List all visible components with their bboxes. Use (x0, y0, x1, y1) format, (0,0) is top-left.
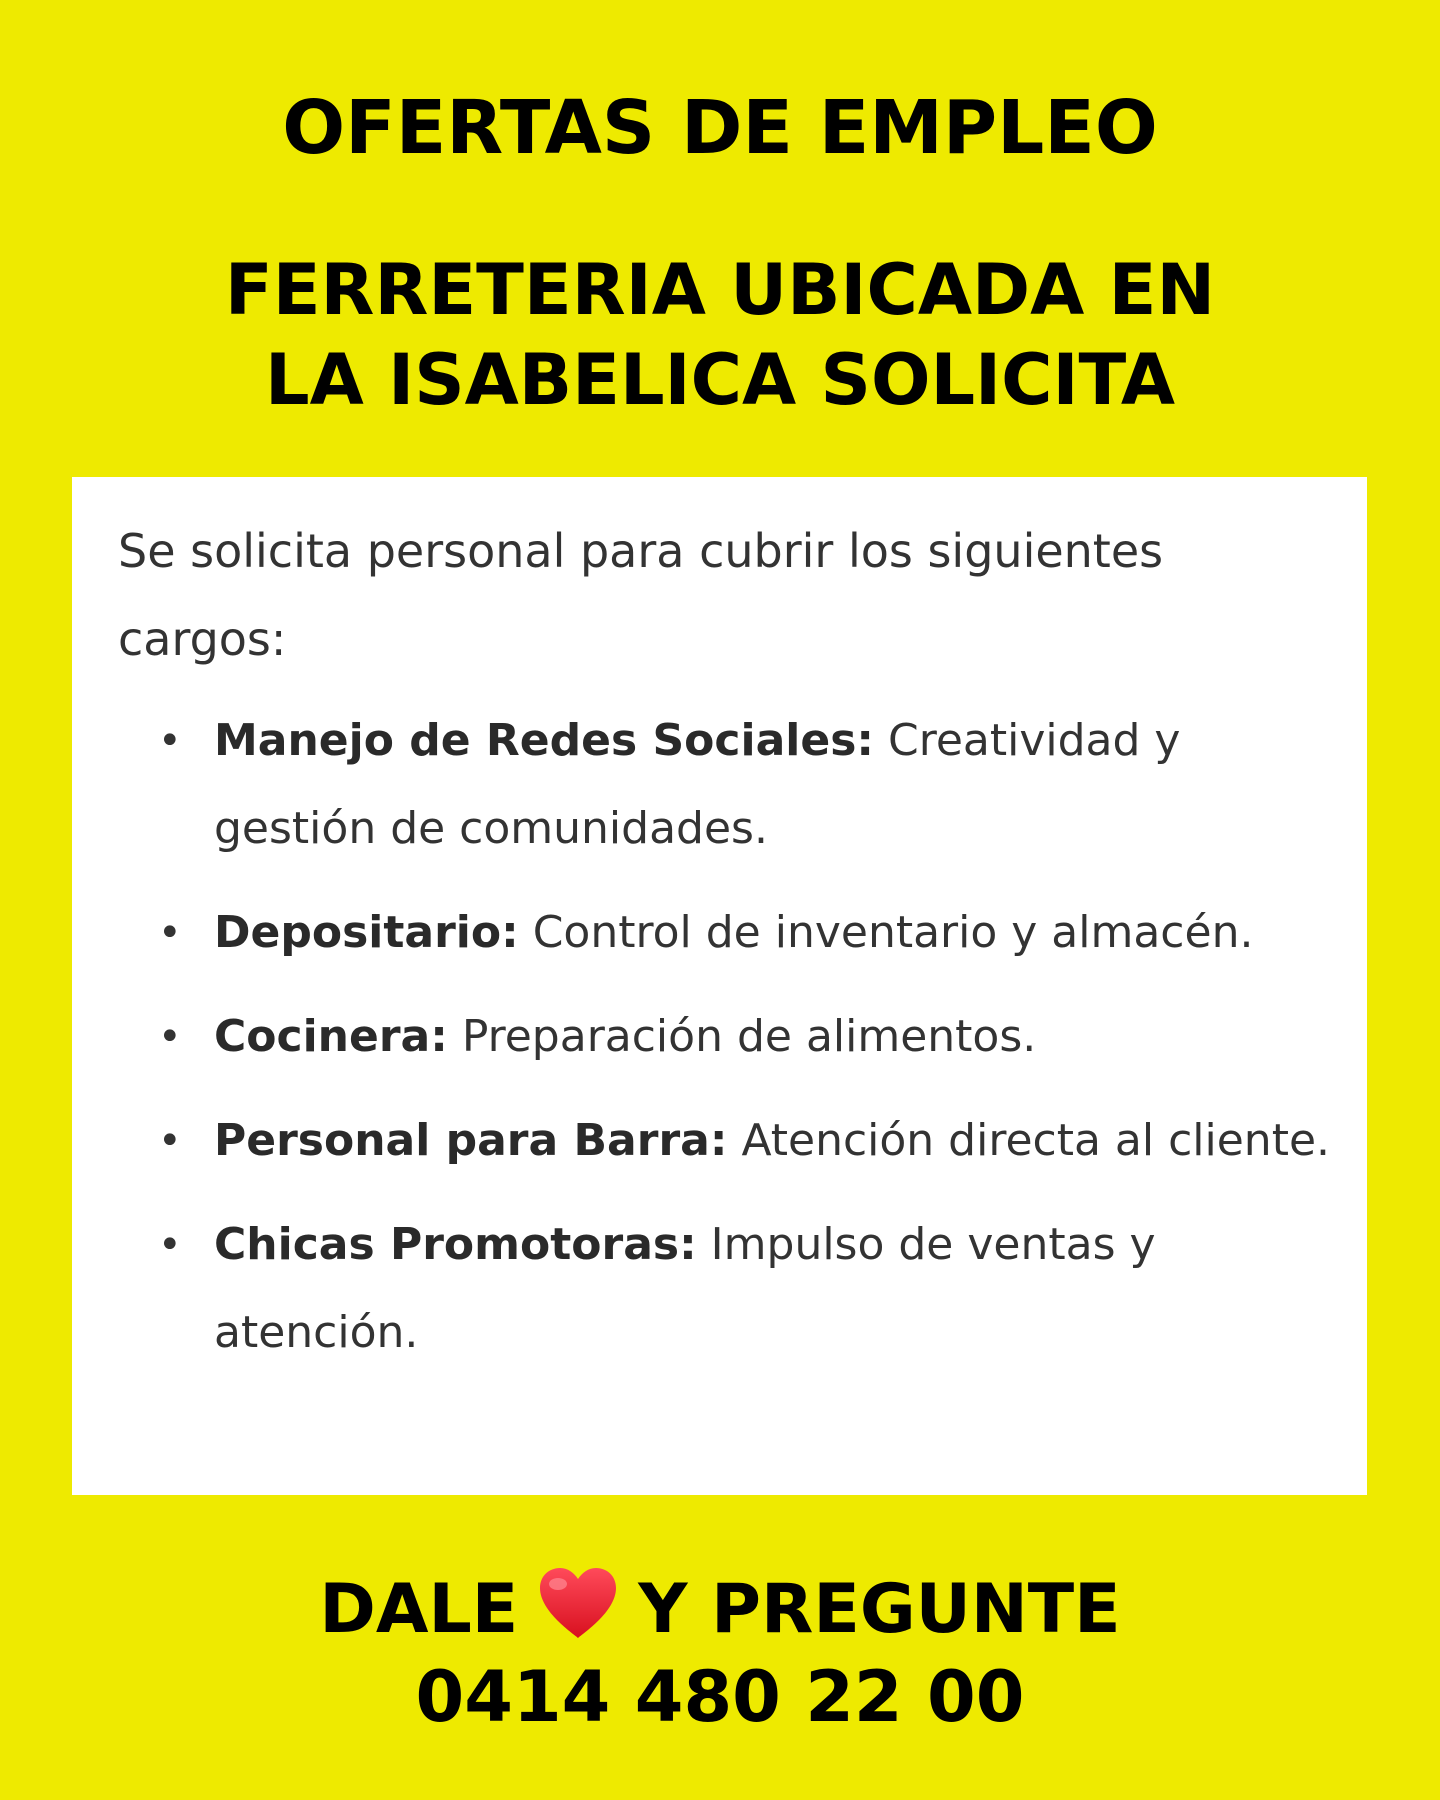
job-description: Control de inventario y almacén. (532, 907, 1254, 958)
job-description: Preparación de alimentos. (461, 1011, 1037, 1062)
cta-pregunte: Y PREGUNTE (638, 1570, 1121, 1649)
job-description: Creatividad y gestión de comunidades. (214, 715, 1181, 854)
intro-text: Se solicita personal para cubrir los siguientes cargos: (118, 524, 1164, 666)
job-title: Manejo de Redes Sociales: (214, 715, 874, 766)
job-list-card (72, 477, 1367, 1495)
poster-subtitle (0, 245, 1440, 425)
job-title: Chicas Promotoras: (214, 1219, 697, 1270)
job-item-chicas-promotoras (72, 1201, 1367, 1377)
phone-number[interactable]: 0414 480 22 00 (415, 1656, 1025, 1738)
job-item-personal-barra (72, 1097, 1367, 1185)
bullet-icon: • (158, 718, 182, 764)
subtitle-line-1: FERRETERIA UBICADA EN (224, 249, 1216, 331)
bullet-icon: • (158, 910, 182, 956)
job-title: Personal para Barra: (214, 1115, 728, 1166)
job-title: Cocinera: (214, 1011, 448, 1062)
heart-icon (536, 1566, 620, 1663)
bullet-icon: • (158, 1118, 182, 1164)
job-item-cocinera (72, 993, 1367, 1081)
job-item-depositario (72, 889, 1367, 977)
cta-dale: DALE (319, 1570, 519, 1649)
job-description: Impulso de ventas y atención. (214, 1219, 1156, 1358)
subtitle-line-2: LA ISABELICA SOLICITA (265, 339, 1175, 421)
job-title: Depositario: (214, 907, 519, 958)
job-item-redes-sociales (72, 697, 1367, 873)
bullet-icon: • (158, 1222, 182, 1268)
bullet-icon: • (158, 1014, 182, 1060)
call-to-action (0, 1565, 1440, 1663)
job-description: Atención directa al cliente. (741, 1115, 1331, 1166)
poster-title: OFERTAS DE EMPLEO (282, 85, 1158, 171)
job-list (72, 697, 1367, 1393)
